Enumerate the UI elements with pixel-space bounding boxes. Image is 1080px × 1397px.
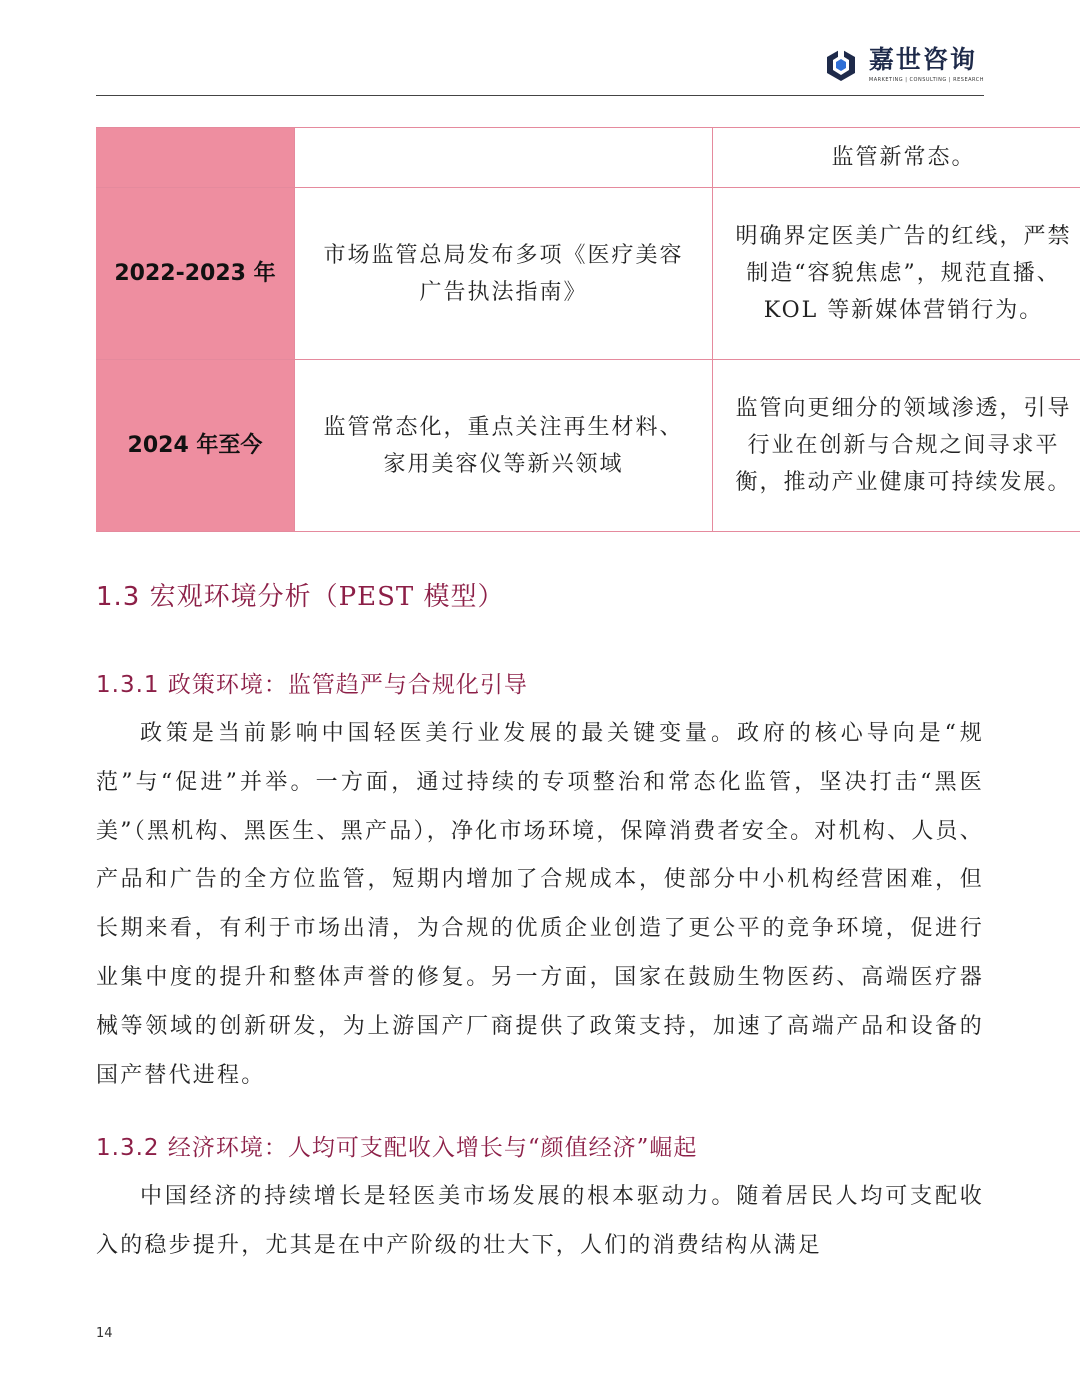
table-cell-year <box>96 128 295 188</box>
subsection-heading-economy <box>96 1129 697 1162</box>
brand-logo <box>823 46 984 83</box>
table-cell-event: 监管常态化，重点关注再生材料、家用美容仪等新兴领域 <box>295 360 713 532</box>
table-row <box>96 128 1080 188</box>
subsection-title: 经济环境：人均可支配收入增长与“颜值经济”崛起 <box>167 1135 698 1161</box>
table-cell-impact: 明确界定医美广告的红线，严禁制造“容貌焦虑”，规范直播、KOL 等新媒体营销行为。 <box>713 188 1080 360</box>
brand-name: 嘉世咨询 <box>868 45 977 74</box>
policy-paragraph: 政策是当前影响中国轻医美行业发展的最关键变量。政府的核心导向是“规范”与“促进”并举。一方面，通过持续的专项整治和常态化监管，坚决打击“黑医美”（黑机构、黑医生、黑产品），净化市场环境，保障消费者安全。对机构、人员、产品和广告的全方位监管，短期内增加了合规成本，使部分中小机构经营困难，但长期来看，有利于市场出清，为合规的优质企业创造了更公平的竞争环境，促进行业集中度的提升和整体声誉的修复。另一方面，国家在鼓励生物医药、高端医疗器械等领域的创新研发，为上游国产厂商提供了政策支持，加速了高端产品和设备的国产替代进程。 <box>96 721 984 1088</box>
table-cell-year: 2024 年至今 <box>96 360 295 532</box>
subsection-number: 1.3.2 <box>96 1135 160 1161</box>
brand-logo-icon <box>823 47 859 83</box>
table-cell-impact: 监管向更细分的领域渗透，引导行业在创新与合规之间寻求平衡，推动产业健康可持续发展。 <box>713 360 1080 532</box>
page-number: 14 <box>96 1326 113 1341</box>
brand-tagline: MARKETING | CONSULTING | RESEARCH <box>868 77 984 83</box>
table-cell-event: 市场监管总局发布多项《医疗美容广告执法指南》 <box>295 188 713 360</box>
table-row <box>96 360 1080 532</box>
table-row <box>96 188 1080 360</box>
subsection-heading-policy <box>96 666 528 699</box>
subsection-title: 政策环境：监管趋严与合规化引导 <box>167 672 528 698</box>
table-cell-impact: 监管新常态。 <box>713 128 1080 188</box>
header-divider <box>96 95 984 96</box>
section-title: 宏观环境分析（PEST 模型） <box>149 582 505 612</box>
section-heading <box>96 576 505 613</box>
policy-timeline-table <box>96 127 1080 532</box>
section-number: 1.3 <box>96 582 141 612</box>
subsection-number: 1.3.1 <box>96 672 160 698</box>
table-cell-event <box>295 128 713 188</box>
table-cell-year: 2022-2023 年 <box>96 188 295 360</box>
economy-paragraph: 中国经济的持续增长是轻医美市场发展的根本驱动力。随着居民人均可支配收入的稳步提升，尤其是在中产阶级的壮大下，人们的消费结构从满足 <box>96 1184 984 1258</box>
